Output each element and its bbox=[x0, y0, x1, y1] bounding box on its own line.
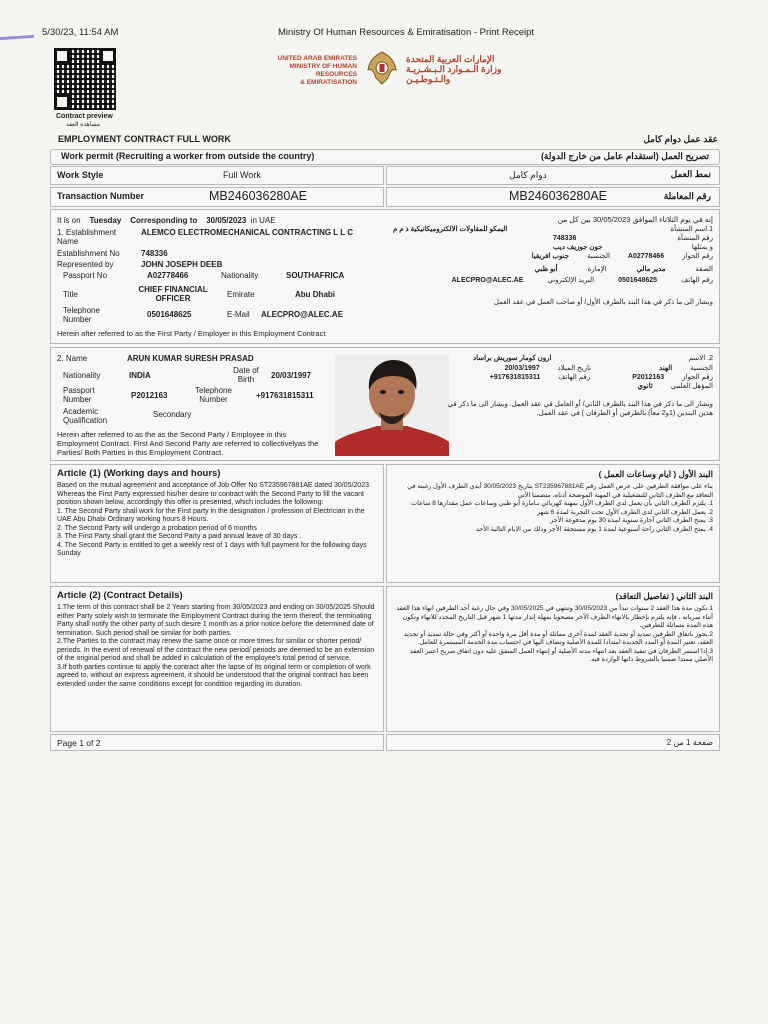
article2-ar bbox=[386, 586, 720, 732]
ar-value: جون جوزيف ديب bbox=[553, 244, 603, 251]
ar-value: A02778466 bbox=[627, 253, 665, 260]
second-party-footer-ar: ويشار الى ما ذكر في هذا البند بالطرف الثاني/ أو العامل في عقد العمل. ويشار الى ما ذكر في هذين البندين (1و2 معاً) بالطرفين أو الطرفان ) في عقد العمل. bbox=[447, 401, 713, 417]
email-label: E-Mail bbox=[227, 310, 250, 319]
first-party-footer: Herein after referred to as the First Party / Employer in this Employment Contract bbox=[57, 329, 326, 338]
article1-body: Based on the mutual agreement and acceptance of Job Offer No ST235967881AE dated 30/05/2023 Whereas the First Party expressed his/her desire to contract with the Second Party to fill the vacant position shown below, accordingly this offer is presented, which includes the following: 1. The Second Party shall work for the First party in the designation / profession of Electrician in the UAE Abu Dhabi Ordinary working hours 8 Hours. 2. The Second Party will undergo a probation period of 6 months 3. The First Party shall grant the Second Party a paid annual leave of 30 days . 4. The Second Party is entitled to get a weekly rest of 1 days with full payment for the following days Sunday bbox=[57, 482, 369, 557]
ministry-ar-1: الإمارات العربية المتحدة bbox=[406, 54, 495, 64]
work-style-value-ar: دوام كامل bbox=[509, 170, 547, 180]
work-style-en bbox=[50, 166, 384, 185]
ar-label: الصفة bbox=[695, 266, 713, 273]
ar-label: رقم الجواز bbox=[682, 253, 713, 260]
qr-code[interactable] bbox=[54, 48, 116, 110]
telephone-value: 0501648625 bbox=[147, 310, 192, 319]
transaction-en bbox=[50, 187, 384, 207]
employee-telephone-value: +917631815311 bbox=[256, 391, 314, 400]
establishment-no-label: Establishment No bbox=[57, 249, 120, 258]
article2-body-ar: 1.تكون مدة هذا العقد 2 سنوات تبدأ من 30/05/2023 وتنتهي في 30/05/2025 وفي حال رغبة أحد الطرفين انهاء هذا العقد أثناء سريانه ، فإنه يلتزم بإخطار بالانهاء الطرف الآخر مصحوبا بمهلة إنذار مدتها 1 شهر قبل التاريخ المحدد للانهاء وتكون هذه المدة متماثلة للطرفين. 2.يجوز باتفاق الطرفين تمديد أو تجديد العقد لمدة أخرى مماثلة أو مدة أقل مرة واحدة أو أكثر وفي حالة تمديد أو تجديد العقد، تعتبر المدة أو المدد الجديدة امتدادا للمدة الأصلية وتضاف اليها في احتساب مدة الخدمة المستمرة للعامل. 3.إذا استمر الطرفان في تنفيذ العقد بعد انتهاء مدته الأصلية أو إنتهاء العمل المتفق عليه دون اتفاق صريح اعتبر العقد الأصلي ممتدا ضمنيا بالشروط ذاتها الواردة فيه. bbox=[396, 605, 713, 663]
ar-name-label: 2. الاسم bbox=[688, 355, 713, 362]
employee-telephone-label: Telephone Number bbox=[195, 386, 232, 404]
ar-label: 1.اسم المنشأة bbox=[670, 226, 713, 233]
article1-body-ar: بناء على موافقة الطرفين على عرض العمل رقم ST235967881AE بتاريخ 30/05/2023 أبدى الطرف الأول رغبته في التعاقد مع الطرف الثاني للتشغيلية في المهنة الموضحة أدناه، متضمنا الآتي 1. يلتزم الطرف الثاني بأن يعمل لدى الطرف الأول بمهنة كهربائي بـامارة أبو ظبي وساعات عمل مقدارها 8 ساعات 2. يعمل الطرف الثاني لدى الطرف الأول تحت التجربة لمدة 6 شهر 3. يمنح الطرف الثاني أجازة سنوية لمدة 30 يوم مدفوعة الأجر. 4. يمنح الطرف الثاني راحة أسبوعية لمدة 1 يوم مستحقة الأجر وذلك من الايام التالية الأحد bbox=[407, 483, 713, 533]
article2-en bbox=[50, 586, 384, 732]
title-label: Title bbox=[63, 290, 78, 299]
title-value: CHIEF FINANCIAL OFFICER bbox=[138, 285, 208, 303]
page-number-ar: صفحة 1 من 2 bbox=[666, 738, 713, 747]
nationality-label: Nationality bbox=[221, 271, 259, 280]
ministry-ar-2: وزارة الـمـوارد الـبـشـريـة bbox=[406, 64, 502, 74]
ar-value: مدير مالي bbox=[636, 266, 666, 273]
print-title: Ministry Of Human Resources & Emiratisation - Print Receipt bbox=[278, 27, 535, 38]
work-style-label: Work Style bbox=[57, 170, 104, 180]
passport-value: A02778466 bbox=[147, 271, 189, 280]
represented-label: Represented by bbox=[57, 260, 114, 269]
ar-label: الإمارة bbox=[587, 266, 607, 273]
contract-title-ar: عقد عمل دوام كامل bbox=[643, 134, 718, 144]
academic-label: Academic Qualification bbox=[63, 407, 108, 425]
ar-label: البريد الإلكتروني bbox=[547, 277, 595, 284]
emirate-value: Abu Dhabi bbox=[295, 290, 335, 299]
ministry-ar-3: والـتـوطـيـن bbox=[406, 74, 451, 84]
second-party-footer: Herein after referred to as the as the Second Party / Employee in this Employment Contract. First And Second Party are referred to collectivelyas the Parties/ Both Parties in this Employment Contract. bbox=[57, 430, 319, 457]
employee-nationality-label: Nationality bbox=[63, 371, 101, 380]
first-party-section bbox=[50, 209, 720, 344]
intro-line: It is on Tuesday Corresponding to 30/05/2023 in UAE bbox=[57, 216, 276, 225]
ar-label: الجنسية bbox=[587, 253, 610, 260]
ar-label: رقم الهاتف bbox=[681, 277, 713, 284]
ar-name-row bbox=[473, 354, 713, 363]
ar-value: ALECPRO@ALEC.AE bbox=[451, 277, 524, 284]
qr-caption-ar: مشاهدة العقد bbox=[66, 122, 101, 128]
qr-caption: Contract preview bbox=[56, 113, 113, 120]
pager-ar bbox=[386, 734, 720, 751]
ar-label: رقم المنشأة bbox=[677, 235, 713, 242]
ar-value: جنوب افريقيا bbox=[531, 253, 570, 260]
first-party-footer-ar: ويشار الى ما ذكر في هذا البند بالطرف الأول/ أو صاحب العمل في عقد العمل bbox=[493, 299, 713, 306]
work-style-label-ar: نمط العمل bbox=[670, 169, 711, 179]
work-permit-bar bbox=[50, 149, 720, 165]
transaction-ar bbox=[386, 187, 720, 207]
academic-value: Secondary bbox=[153, 410, 192, 419]
dob-label: Date of Birth bbox=[233, 366, 259, 384]
ar-value: اليمكو للمقاولات الالكتروميكانيكية ذ م م bbox=[393, 226, 508, 233]
second-party-section bbox=[50, 347, 720, 461]
pager-en bbox=[50, 734, 384, 751]
pen-mark bbox=[0, 35, 34, 40]
establishment-value: ALEMCO ELECTROMECHANICAL CONTRACTING L L C bbox=[141, 228, 353, 237]
work-style-ar bbox=[386, 166, 720, 185]
work-permit-en: Work permit (Recruiting a worker from outside the country) bbox=[61, 151, 315, 161]
article1-en bbox=[50, 464, 384, 583]
work-style-value: Full Work bbox=[223, 170, 261, 180]
represented-value: JOHN JOSEPH DEEB bbox=[141, 260, 223, 269]
emirate-label: Emirate bbox=[227, 290, 255, 299]
employee-nationality-value: INDIA bbox=[129, 371, 151, 380]
ministry-en-1: UNITED ARAB EMIRATES bbox=[277, 55, 357, 62]
article1-title: Article (1) (Working days and hours) bbox=[57, 468, 221, 479]
telephone-label: Telephone Number bbox=[63, 306, 100, 324]
first-party-ar-rows bbox=[393, 225, 713, 285]
print-datetime: 5/30/23, 11:54 AM bbox=[42, 27, 119, 38]
page-number: Page 1 of 2 bbox=[57, 738, 101, 748]
establishment-no: 748336 bbox=[141, 249, 168, 258]
intro-line-ar: إنه في يوم الثلاثاء الموافق 30/05/2023 بين كل من bbox=[557, 215, 713, 224]
employee-name-label: 2. Name bbox=[57, 354, 88, 363]
transaction-value: MB246036280AE bbox=[209, 189, 307, 203]
article2-body: 1.The term of this contract shall be 2 Years starting from 30/05/2023 and ending on 30/05/2025 Should either Party solely wish to terminate the Employment Contract during the term thereof, the terminating Party shall notify the other party of such desire 1 month as a prior notice before the determined date of termination. Such period shall be similar for both parties. 2.The Parties to the contract may renew the same once or more times for similar or shorter period/ periods. In the event of renewal of the contract the new period/ periods are deemed to be an extension of the original period and shall be added in calculation of the employee's total period of service. 3.If both parties continue to apply the contract after the lapse of its original term or completion of work agreed to, without an express agreement, it should be understood that the original contract has been extended under the same conditions except for condition regarding its duration. bbox=[57, 604, 375, 688]
dob-value: 20/03/1997 bbox=[271, 371, 312, 380]
work-permit-ar: تصريح العمل (استقدام عامل من خارج الدولة) bbox=[540, 151, 709, 161]
ar-value: 748336 bbox=[553, 235, 577, 242]
transaction-value-ar: MB246036280AE bbox=[509, 189, 607, 203]
ar-label: و يمثلها bbox=[691, 244, 713, 251]
article1-ar bbox=[386, 464, 720, 583]
ar-value: 0501648625 bbox=[618, 277, 658, 284]
uae-emblem-icon bbox=[364, 48, 400, 88]
employee-passport-label: Passport Number bbox=[63, 386, 95, 404]
ar-value: أبو ظبي bbox=[534, 266, 558, 273]
nationality-value: SOUTHAFRICA bbox=[286, 271, 345, 280]
email-value: ALECPRO@ALEC.AE bbox=[261, 310, 344, 319]
transaction-label-ar: رقم المعاملة bbox=[663, 191, 711, 201]
transaction-label: Transaction Number bbox=[57, 191, 145, 201]
article2-title-ar: البند الثاني ( تفاصيل التعاقد) bbox=[615, 591, 713, 601]
ministry-en-3: & EMIRATISATION bbox=[300, 79, 357, 86]
ar-name-value: ارون كومار سوريش براساد bbox=[473, 355, 552, 362]
employee-name-value: ARUN KUMAR SURESH PRASAD bbox=[127, 354, 254, 363]
article2-title: Article (2) (Contract Details) bbox=[57, 590, 183, 601]
passport-label: Passport No bbox=[63, 271, 108, 280]
contract-title: EMPLOYMENT CONTRACT FULL WORK bbox=[58, 134, 231, 144]
employee-photo bbox=[335, 354, 449, 456]
establishment-label: 1. Establishment Name bbox=[57, 228, 117, 246]
article1-title-ar: البند الأول ( ايام وساعات العمل ) bbox=[598, 469, 713, 479]
ministry-en-2: MINISTRY OF HUMAN RESOURCES bbox=[289, 63, 357, 78]
employee-passport-value: P2012163 bbox=[131, 391, 168, 400]
second-party-ar-rows: الجنسية الهند تاريخ الميلاد 20/03/1997 رقم الجواز P2012163 رقم الهاتف 917631815311+ المؤهل العلمي ثانوي bbox=[489, 365, 713, 390]
